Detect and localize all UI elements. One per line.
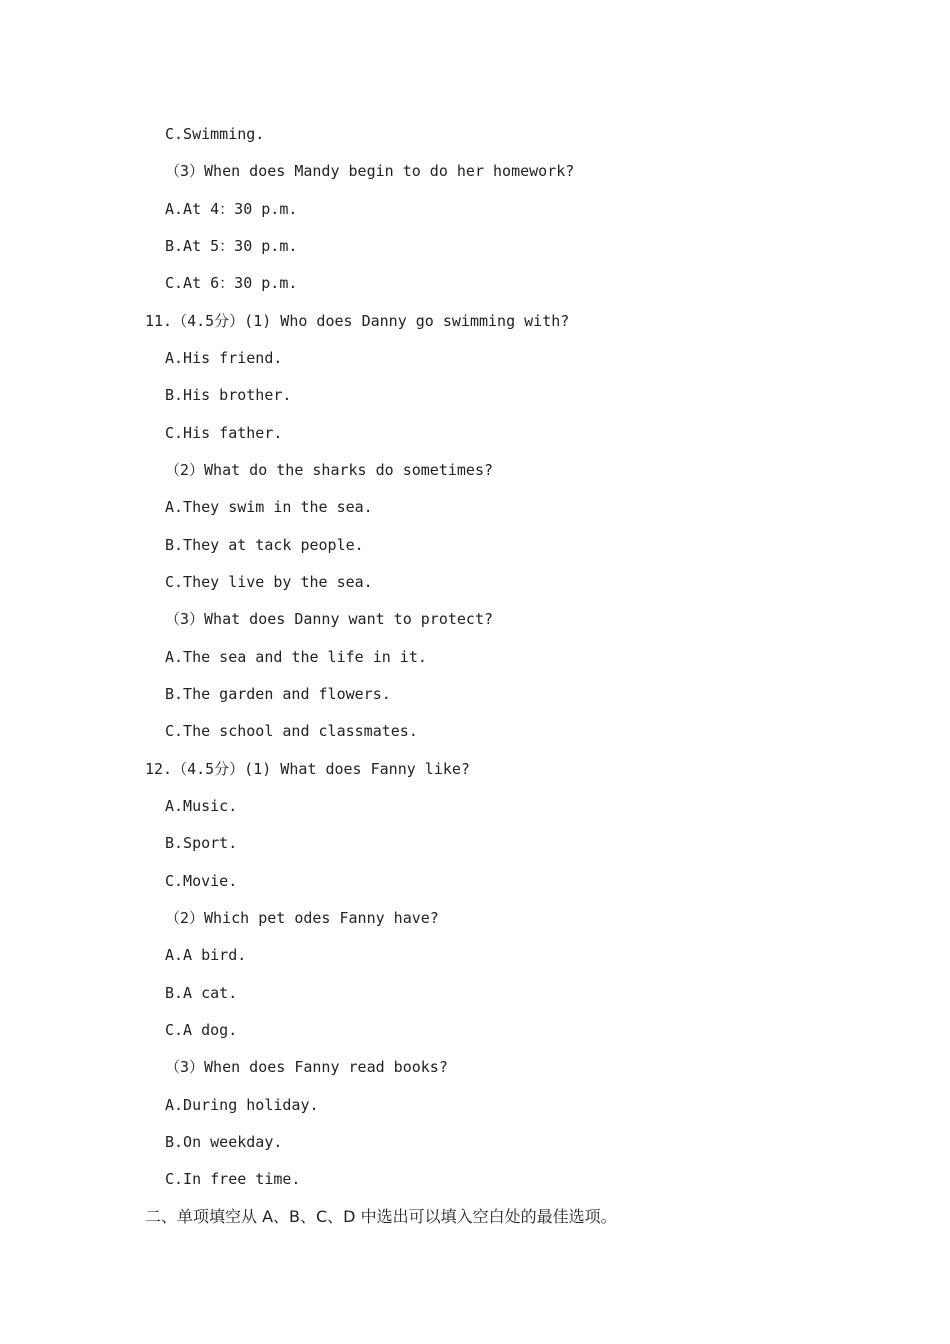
option-q10-2-c: C.Swimming.: [165, 125, 265, 143]
option-q11-3-b: B.The garden and flowers.: [165, 685, 391, 703]
option-q11-1-c: C.His father.: [165, 424, 283, 442]
option-q12-2-b: B.A cat.: [165, 984, 238, 1002]
option-q11-2-c: C.They live by the sea.: [165, 573, 373, 591]
option-q12-1-c: C.Movie.: [165, 872, 238, 890]
option-q10-3-a: A.At 4：30 p.m.: [165, 200, 298, 218]
option-q12-1-b: B.Sport.: [165, 834, 238, 852]
option-q11-2-b: B.They at tack people.: [165, 536, 364, 554]
subquestion-q11-3: （3）What does Danny want to protect?: [165, 610, 494, 628]
subquestion-q12-2: （2）Which pet odes Fanny have?: [165, 909, 439, 927]
option-q12-3-c: C.In free time.: [165, 1170, 301, 1188]
option-q11-3-c: C.The school and classmates.: [165, 722, 418, 740]
option-q12-2-c: C.A dog.: [165, 1021, 238, 1039]
option-q11-1-a: A.His friend.: [165, 349, 283, 367]
subquestion-q12-3: （3）When does Fanny read books?: [165, 1058, 448, 1076]
option-q11-3-a: A.The sea and the life in it.: [165, 648, 427, 666]
subquestion-q10-3: （3）When does Mandy begin to do her homework?: [165, 162, 575, 180]
question-11: 11.（4.5分）(1) Who does Danny go swimming with?: [145, 312, 570, 330]
option-q11-1-b: B.His brother.: [165, 386, 292, 404]
option-q10-3-b: B.At 5：30 p.m.: [165, 237, 298, 255]
option-q10-3-c: C.At 6：30 p.m.: [165, 274, 298, 292]
option-q12-2-a: A.A bird.: [165, 946, 247, 964]
section-heading-multiple-choice: 二、单项填空从 A、B、C、D 中选出可以填入空白处的最佳选项。: [145, 1207, 617, 1226]
option-q11-2-a: A.They swim in the sea.: [165, 498, 373, 516]
subquestion-q11-2: （2）What do the sharks do sometimes?: [165, 461, 494, 479]
question-12: 12.（4.5分）(1) What does Fanny like?: [145, 760, 470, 778]
option-q12-3-b: B.On weekday.: [165, 1133, 283, 1151]
option-q12-3-a: A.During holiday.: [165, 1096, 319, 1114]
option-q12-1-a: A.Music.: [165, 797, 238, 815]
